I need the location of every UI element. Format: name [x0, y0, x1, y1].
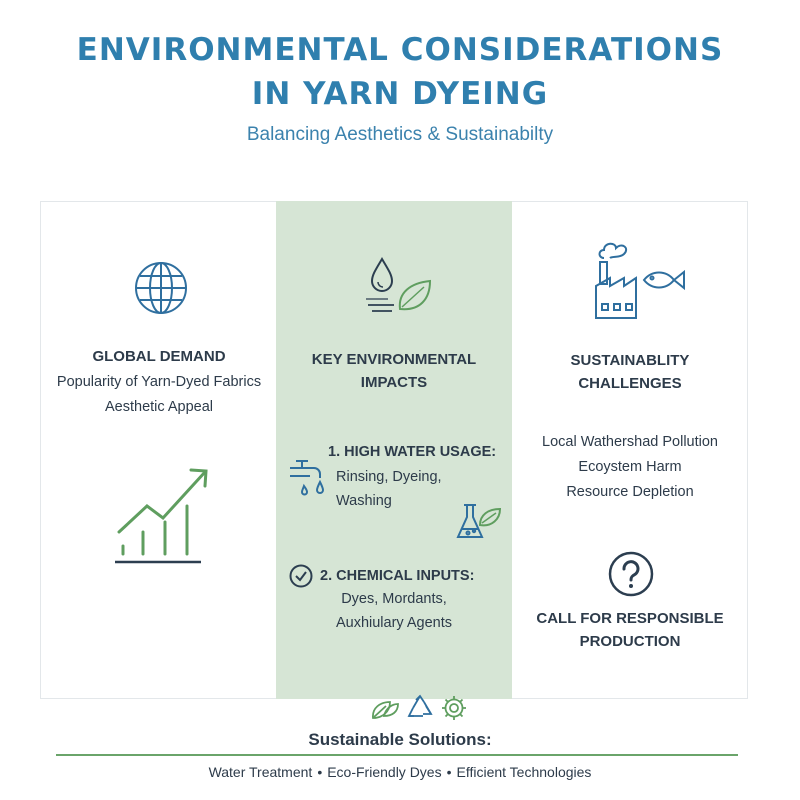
challenge-line-3: Resource Depletion — [566, 484, 694, 500]
separator: • — [446, 764, 452, 780]
call-heading-1: CALL FOR RESPONSIBLE — [536, 610, 724, 627]
solution-item: Eco-Friendly Dyes — [327, 764, 442, 780]
faucet-icon — [288, 456, 330, 500]
global-demand-heading: GLOBAL DEMAND — [92, 348, 226, 365]
footer-divider — [56, 754, 738, 756]
key-impacts-heading-2: IMPACTS — [360, 374, 428, 391]
solutions-list — [0, 764, 800, 780]
key-impacts-panel — [276, 201, 512, 699]
solution-item: Efficient Technologies — [456, 764, 592, 780]
challenges-heading-2: CHALLENGES — [578, 375, 682, 392]
check-circle-icon — [288, 563, 314, 589]
global-demand-panel — [40, 201, 276, 699]
solution-item: Water Treatment — [208, 764, 313, 780]
challenges-heading-1: SUSTAINABLITY — [570, 352, 690, 369]
globe-icon — [133, 260, 189, 316]
leaves-icon — [370, 694, 400, 722]
global-demand-line-2: Aesthetic Appeal — [104, 399, 214, 415]
water-drop-leaf-icon — [364, 257, 436, 319]
recycle-icon — [405, 694, 435, 722]
call-heading-2: PRODUCTION — [579, 633, 681, 650]
question-circle-icon — [607, 550, 655, 598]
global-demand-line-1: Popularity of Yarn-Dyed Fabrics — [56, 374, 262, 390]
factory-fish-icon — [590, 238, 690, 322]
key-impacts-heading-1: KEY ENVIRONMENTAL — [311, 351, 477, 368]
challenge-line-2: Ecoystem Harm — [578, 459, 682, 475]
water-usage-text: Rinsing, Dyeing, Washing — [336, 469, 442, 509]
challenge-line-1: Local Wathershad Pollution — [542, 434, 718, 450]
page-subtitle: Balancing Aesthetics & Sustainabilty — [246, 124, 554, 145]
gear-icon — [440, 694, 468, 722]
chemical-inputs-line-2: Auxhiulary Agents — [335, 615, 453, 631]
solutions-title: Sustainable Solutions: — [308, 730, 492, 749]
sustainability-challenges-panel — [512, 201, 748, 699]
title-line-1: ENVIRONMENTAL CONSIDERATIONS — [76, 32, 724, 68]
chemical-inputs-line-1: Dyes, Mordants, — [341, 591, 447, 607]
growth-chart-icon — [113, 462, 213, 567]
water-usage-heading: 1. HIGH WATER USAGE: — [328, 444, 497, 460]
page-title — [0, 28, 800, 116]
separator: • — [317, 764, 323, 780]
title-line-2: IN YARN DYEING — [251, 76, 549, 112]
flask-leaf-icon — [454, 501, 504, 543]
chemical-inputs-heading: 2. CHEMICAL INPUTS: — [320, 568, 475, 584]
